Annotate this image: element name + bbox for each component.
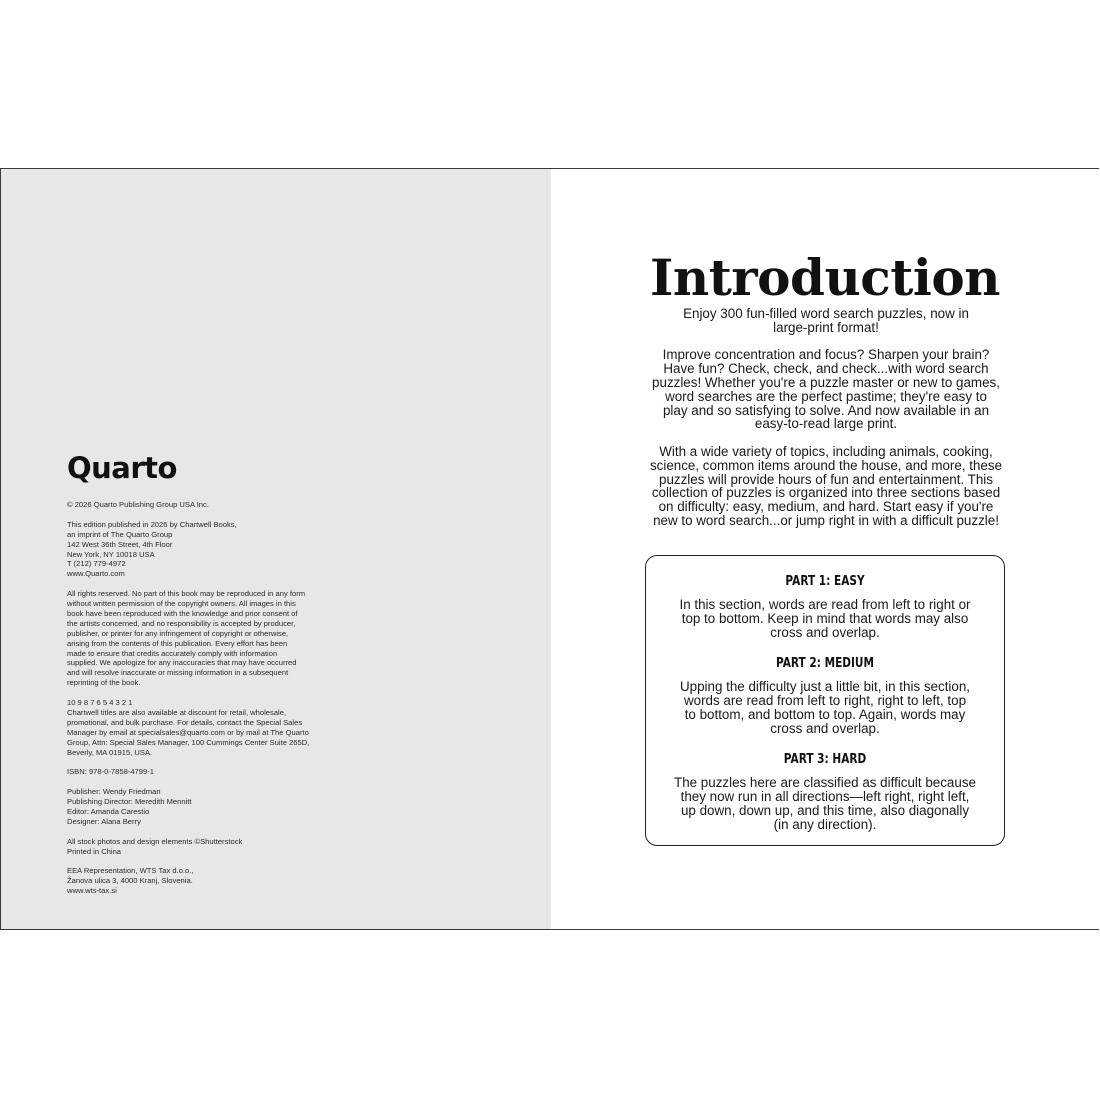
part-1-title: PART 1: EASY (785, 573, 865, 589)
eea-representation: EEA Representation, WTS Tax d.o.o., Žanova ulica 3, 4000 Kranj, Slovenia. www.wts-tax.si (67, 866, 194, 896)
intro-paragraph: Enjoy 300 fun-filled word search puzzles, now in large-print format! (683, 306, 969, 335)
legal-text (67, 500, 357, 906)
part-3-text: The puzzles here are classified as difficult because they now run in all directions—left right, right left, up down, down up, and this time, also diagonally (in any direction). (674, 775, 976, 832)
intro-paragraph: With a wide variety of topics, including animals, cooking, science, common items around the house, and more, these puzzles will provide hours of fun and entertainment. This collection of puzzles is organized into three sections based on difficulty: easy, medium, and hard. Start easy if you're new to word search...or jump right in with a difficult puzzle! (649, 443, 1003, 528)
quarto-logo: Quarto (67, 451, 177, 485)
book-spread (0, 168, 1099, 930)
part-1-text: In this section, words are read from left to right or top to bottom. Keep in mind that words may also cross and overlap. (679, 597, 971, 640)
copyright-notice: © 2026 Quarto Publishing Group USA Inc. (67, 500, 209, 509)
intro-paragraph: Improve concentration and focus? Sharpen your brain? Have fun? Check, check, and check...with word search puzzles! Whether you're a puzzle master or new to games, word searches are the perfect pastime; they're easy to play and so satisfying to solve. And now available in an easy-to-read large print. (652, 347, 1000, 432)
part-3-title: PART 3: HARD (783, 751, 867, 767)
introduction-page (551, 169, 1099, 929)
edition-info: This edition published in 2026 by Chartwell Books, an imprint of The Quarto Group 142 West 36th Street, 4th Floor New York, NY 10018 USA T (212) 779-4972 www.Quarto.com (67, 519, 237, 579)
credits: Publisher: Wendy Friedman Publishing Director: Meredith Mennitt Editor: Amanda Carestio Designer: Alana Berry (67, 787, 192, 826)
difficulty-parts-box (645, 555, 1005, 846)
part-2-title: PART 2: MEDIUM (776, 655, 874, 671)
intro-body (646, 307, 1006, 542)
page-title: Introduction (649, 248, 1001, 307)
copyright-page (1, 169, 551, 929)
isbn: ISBN: 978-0-7858-4799-1 (67, 767, 154, 777)
sales-info: 10 9 8 7 6 5 4 3 2 1 Chartwell titles are also available at discount for retail, wholesale, promotional, and bulk purchase. For details, contact the Special Sales Manager by email at specialsales@quarto.com or by mail at The Quarto Group, Attn: Special Sales Manager, 100 Cummings Center Suite 265D, Beverly, MA 01915, USA. (67, 698, 310, 757)
stock-credits: All stock photos and design elements ©Shutterstock Printed in China (67, 836, 243, 856)
part-2-text: Upping the difficulty just a little bit, in this section, words are read from left to right, right to left, top to bottom, and bottom to top. Again, words may cross and overlap. (679, 679, 971, 736)
rights-notice: All rights reserved. No part of this book may be reproduced in any form without written permission of the copyright owners. All images in this book have been reproduced with the knowledge and prior consent of the artists concerned, and no responsibility is accepted by producer, publisher, or printer for any infringement of copyright or otherwise, arising from the contents of this publication. Every effort has been made to ensure that credits accurately comply with information supplied. We apologize for any inaccuracies that may have occurred and will resolve inaccurate or missing information in a subsequent reprinting of the book. (67, 589, 306, 688)
